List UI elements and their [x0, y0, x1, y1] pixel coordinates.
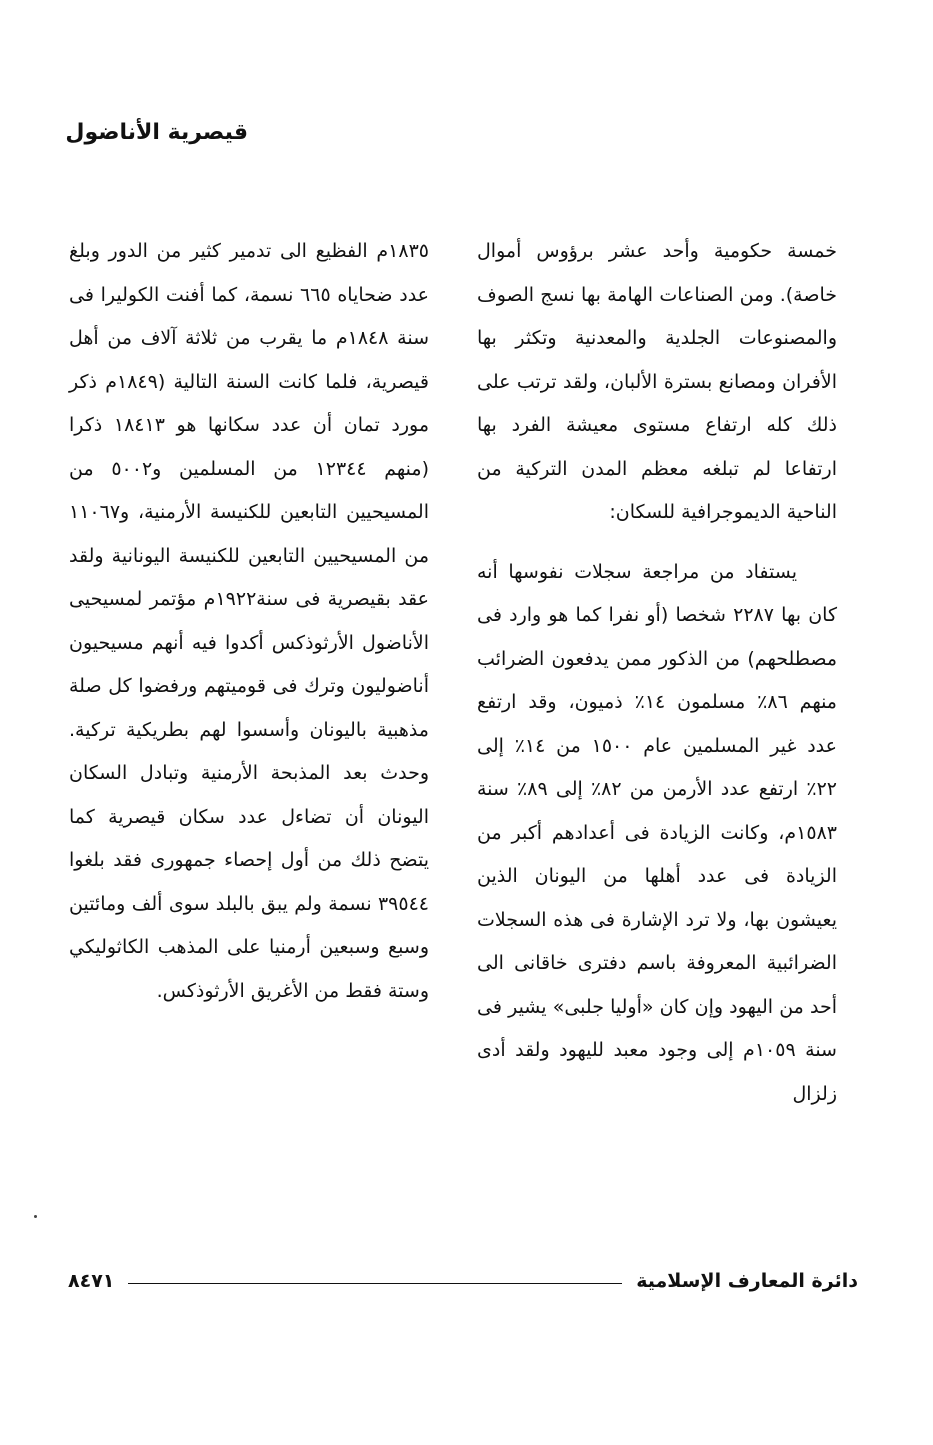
text-column-right: [477, 230, 837, 1116]
running-header: [65, 120, 248, 145]
footer-rule: [128, 1283, 622, 1284]
page-number: ٨٤٧١: [68, 1270, 115, 1292]
paragraph: ١٨٣٥م الفظيع الى تدمير كثير من الدور وبلغ عدد ضحاياه ٦٦٥ نسمة، كما أفنت الكوليرا فى سنة ١٨٤٨م ما يقرب من ثلاثة آلاف من أهل قيصرية، فلما كانت السنة التالية (١٨٤٩م ذكر مورد تمان أن عدد سكانها هو ١٨٤١٣ ذكرا (منهم ١٢٣٤٤ من المسلمين و٥٠٠٢ من المسيحيين التابعين للكنيسة الأرمنية، و١١٠٦٧ من المسيحيين التابعين للكنيسة اليونانية ولقد عقد بقيصرية فى سنة١٩٢٢م مؤتمر لمسيحيى الأناضول الأرثوذكس أكدوا فيه أنهم مسيحيون أناضوليون وترك فى قوميتهم ورفضوا كل صلة مذهبية باليونان وأسسوا لهم بطريكية تركية. وحدث بعد المذبحة الأرمنية وتبادل السكان اليونان أن تضاءل عدد سكان قيصرية كما يتضح ذلك من أول إحصاء جمهورى فقد بلغوا ٣٩٥٤٤ نسمة ولم يبق بالبلد سوى ألف ومائتين وسبع وسبعين أرمنيا على المذهب الكاثوليكي وستة فقط من الأغريق الأرثوذكس.: [69, 240, 429, 1002]
article-title: قيصرية الأناضول: [65, 120, 248, 145]
page-footer: [68, 1266, 858, 1296]
paragraph: خمسة حكومية وأحد عشر برؤوس أموال خاصة). ومن الصناعات الهامة بها نسج الصوف والمصنوعات الجلدية والمعدنية وتكثر بها الأفران ومصانع بسترة الألبان، ولقد ترتب على ذلك كله ارتفاع مستوى معيشة الفرد بها ارتفاعا لم تبلغه معظم المدن التركية من الناحية الديموجرافية للسكان:: [477, 240, 837, 523]
journal-name: دائرة المعارف الإسلامية: [636, 1270, 858, 1292]
scan-speck: [34, 1215, 37, 1218]
text-column-left: [69, 230, 429, 1013]
paragraph: يستفاد من مراجعة سجلات نفوسها أنه كان بها ٢٢٨٧ شخصا (أو نفرا كما هو وارد فى مصطلحهم) من الذكور ممن يدفعون الضرائب منهم ٨٦٪ مسلمون ١٤٪ ذميون، وقد ارتفع عدد غير المسلمين عام ١٥٠٠ من ١٤٪ إلى ٢٢٪ ارتفع عدد الأرمن من ٨٢٪ إلى ٨٩٪ سنة ١٥٨٣م، وكانت الزيادة فى أعدادهم أكبر من الزيادة فى عدد أهلها من اليونان الذين يعيشون بها، ولا ترد الإشارة فى هذه السجلات الضرائبية المعروفة باسم دفترى خاقانى الى أحد من اليهود وإن كان «أوليا جلبى» يشير فى سنة ١٠٥٩م إلى وجود معبد لليهود ولقد أدى زلزال: [477, 560, 837, 1105]
